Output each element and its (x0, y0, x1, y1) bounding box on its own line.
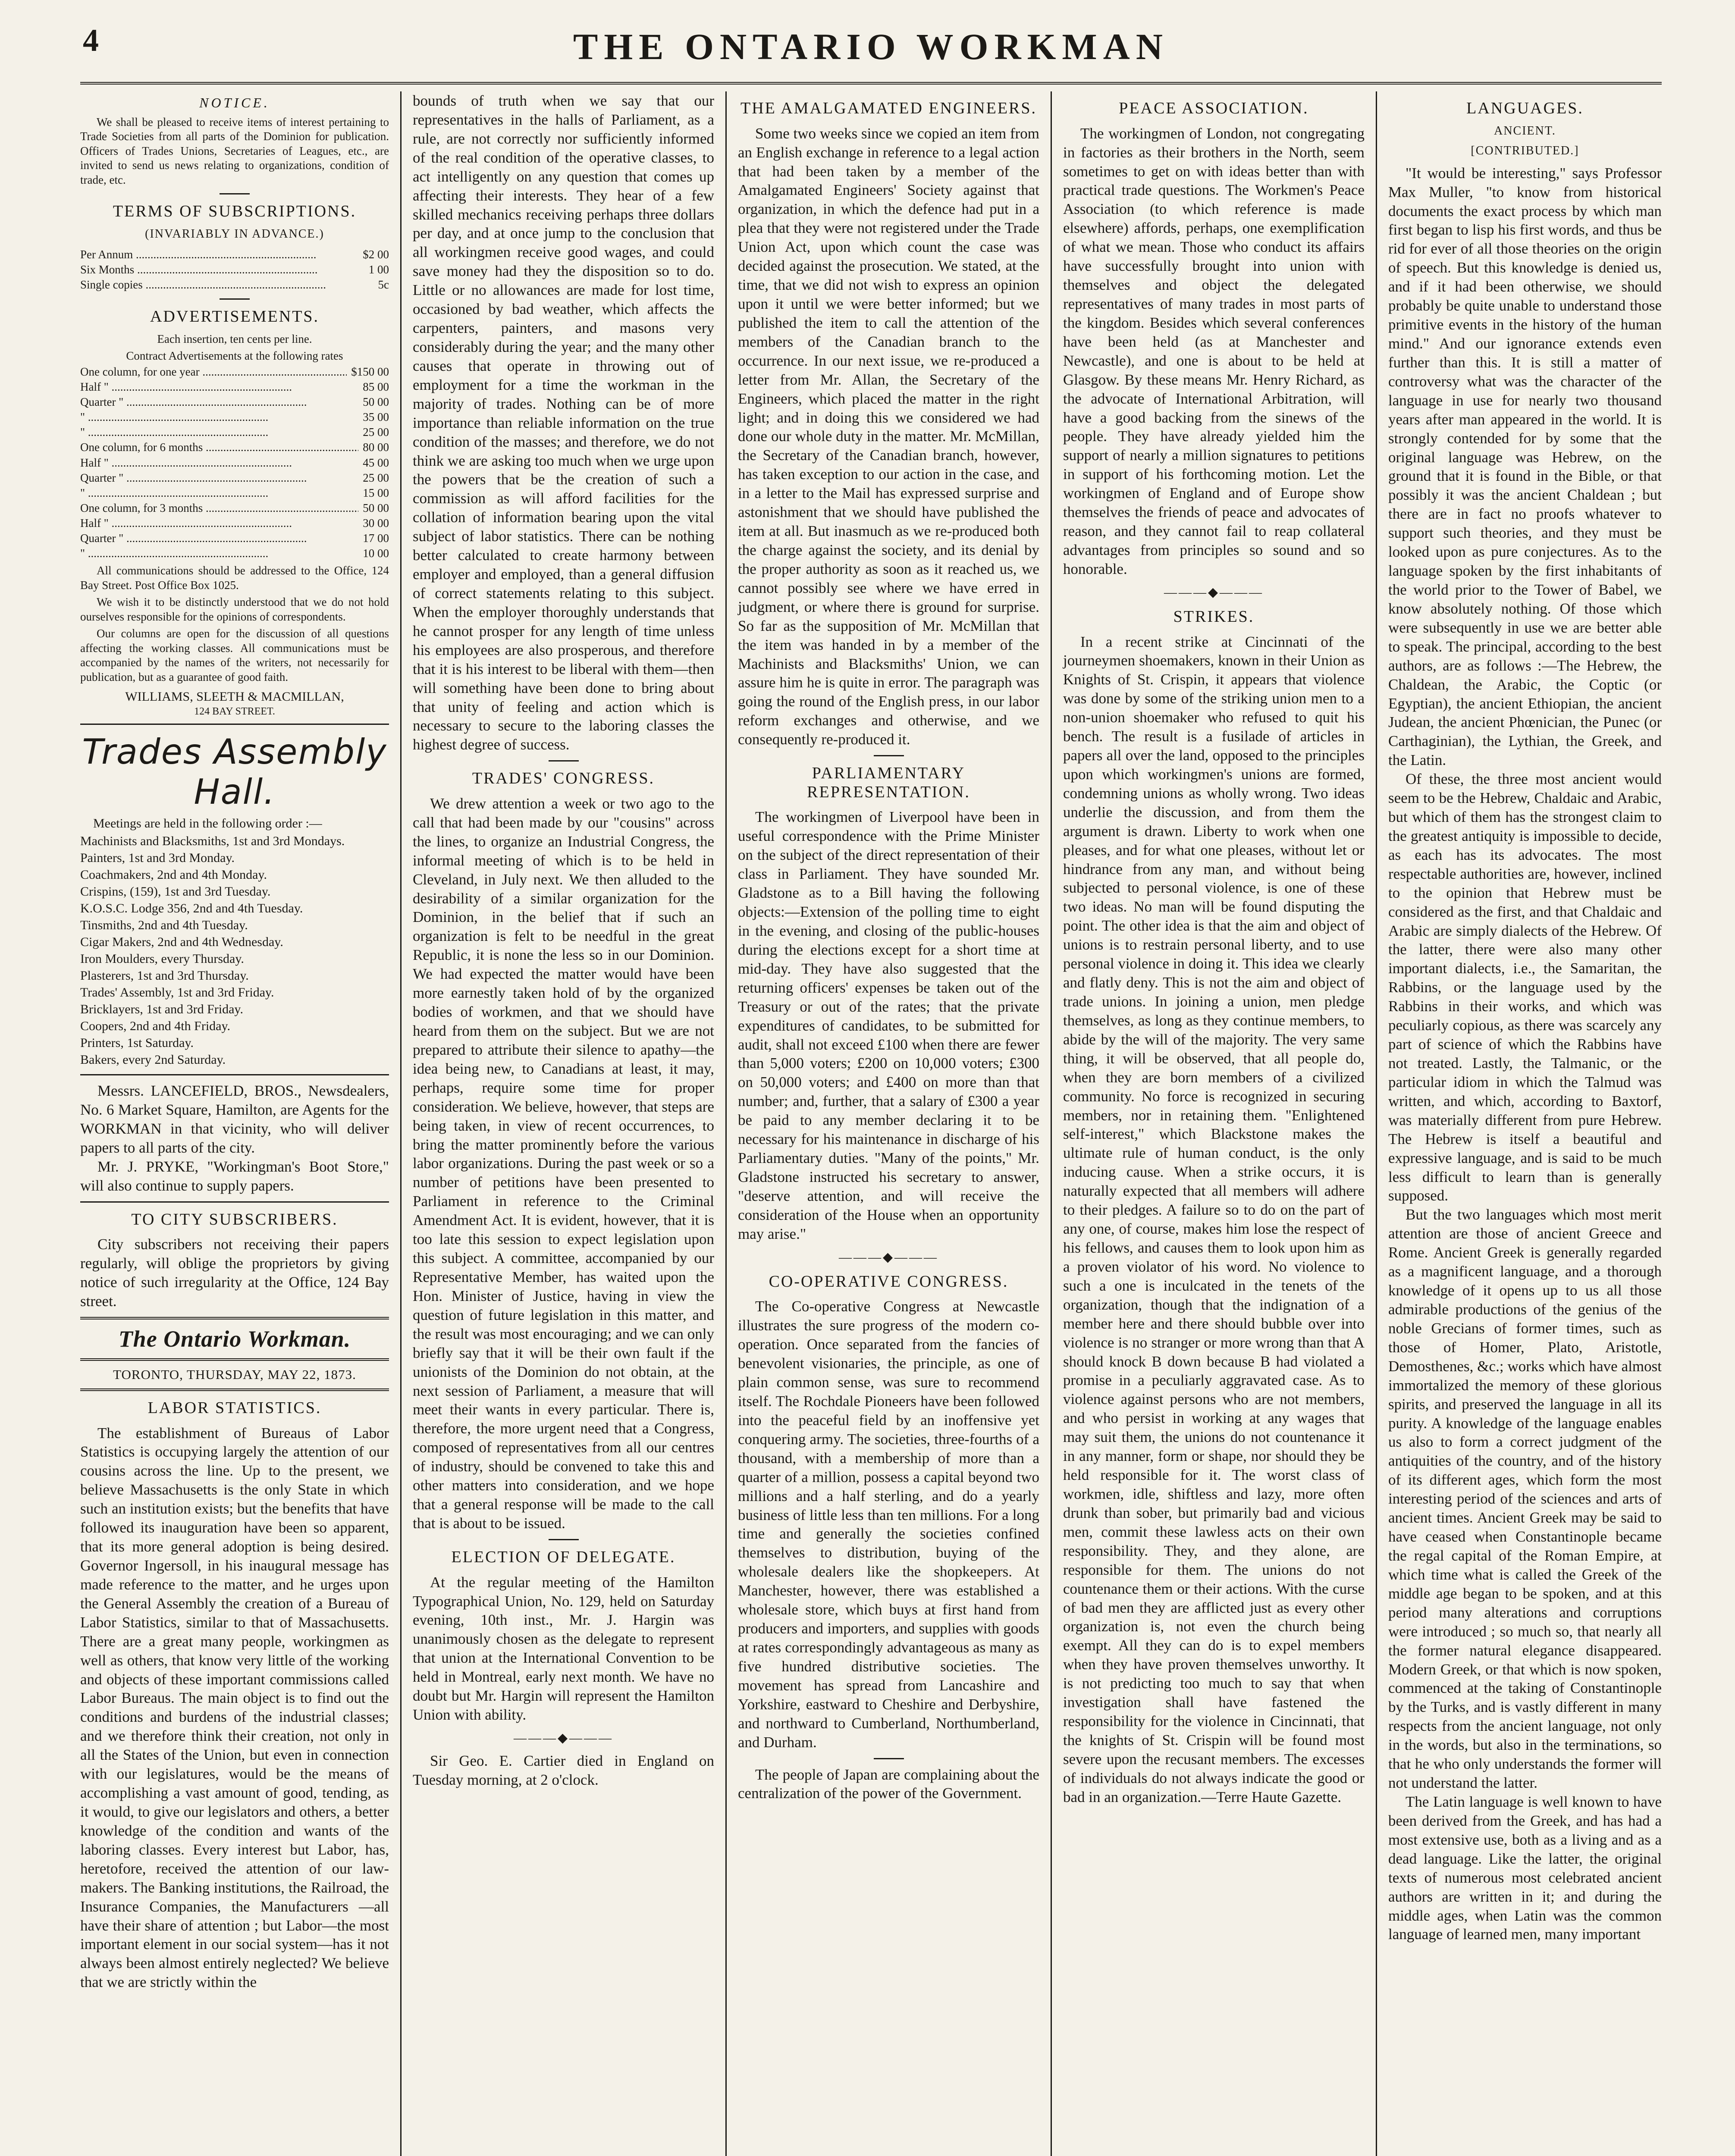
divider (549, 760, 579, 761)
ornament-divider: ———◆——— (1164, 585, 1264, 599)
divider (874, 1758, 904, 1759)
news-item: Sir Geo. E. Cartier died in England on Tuesday morning, at 2 o'clock. (413, 1752, 714, 1788)
list-item: Iron Moulders, every Thursday. (80, 951, 244, 966)
column-3 (725, 91, 1051, 2156)
divider (874, 755, 904, 756)
list-item: Bricklayers, 1st and 3rd Friday. (80, 1002, 243, 1016)
rate-row: One column, for one year ..... $150 00 (80, 364, 389, 379)
list-item: Machinists and Blacksmiths, 1st and 3rd Mondays. (80, 834, 345, 848)
rate-row: One column, for 3 months ..... 50 00 (80, 501, 389, 516)
advertisements-note: Our columns are open for the discussion of all questions affecting the working classes. All communications must be accompanied by the names of the writers, not necessarily for publication, but as a guarantee of good faith. (80, 627, 389, 683)
page-header (80, 17, 1662, 85)
rate-row: " ..... 15 00 (80, 486, 389, 501)
advertisements-note: All communications should be addressed to the Office, 124 Bay Street. Post Office Box 1025. (80, 564, 389, 592)
list-item: Painters, 1st and 3rd Monday. (80, 850, 235, 865)
article-body: The workingmen of London, not congregating in factories as their brothers in the North, seem sometimes to get on with ideas better than with practical trade questions. The Workmen's Peace Association (to which reference is made elsewhere) affords, perhaps, one exemplification of what we mean. Those who conduct its affairs have successfully brought into union with themselves and object the delegated representatives of many trades in most parts of the kingdom. Besides which several conferences have been held (as at Manchester and Newcastle), and one is about to be held at Glasgow. By these means Mr. Henry Richard, as the advocate of International Arbitration, will have a good backing from the sinews of the people. They have already yielded him the support of nearly a million signatures to petitions in support of his forthcoming motion. Let the workingmen of England and of Europe show themselves the friends of peace and advocates of reason, and they cannot fail to reap collateral advantages from principles so sound and so honorable. (1063, 125, 1365, 577)
column-1 (80, 91, 400, 2156)
article-body: The establishment of Bureaus of Labor Statistics is occupying largely the attention of our cousins across the line. Up to the present, we believe Massachusetts is the only State in which such an institution exists; but the benefits that have followed its inauguration have been so apparent, that its more general adoption is being desired. Governor Ingersoll, in his inaugural message has made reference to the matter, and he urges upon the General Assembly the creation of a Bureau of Labor Statistics, similar to that of Massachusetts. There are a great many people, workingmen as well as others, that know very little of the working and objects of these important commissions called Labor Bureaus. The main object is to find out the conditions and burdens of the industrial classes; and we therefore think their creation, not only in all the States of the Union, but even in connection with our legislatures, would be the means of accomplishing a vast amount of good, tending, as it would, to give our legislators and others, a better knowledge of the condition and wants of the laboring classes. Every interest but Labor, has, heretofore, received the attention of our law-makers. The Banking institutions, the Railroad, the Insurance Companies, the Manufacturers —all have their share of attention ; but Labor—the most important element in our social system—has it not always been almost entirely neglected? We believe that we are strictly within the (80, 1424, 389, 1991)
ornament-divider: ———◆——— (838, 1250, 939, 1264)
article-body: But the two languages which most merit attention are those of ancient Greece and Rome. Ancient Greek is generally regarded as a magnificent language, and a thorough knowledge of it opens up to us all those admirable productions of the genius of the noble Grecians of former times, such as those of Homer, Plato, Aristotle, Demosthenes, &c.; works which have almost immortalized the memory of these glorious spirits, and preserved the language in all its purity. A knowledge of the language enables us also to form a correct judgment of the antiquities of the country, and of the history of its different ages, which form the most interesting period of the sciences and arts of ancient times. Ancient Greek may be said to have ceased when Constantinople became the regal capital of the Roman Empire, at which time what is called the Greek of the middle age began to be spoken, and at this period many alterations and corruptions were introduced ; so much so, that nearly all the former natural elegance disappeared. Modern Greek, or that which is now spoken, commenced at the taking of Constantinople by the Turks, and is vastly different in many respects from the ancient language, not only in the words, but also in the terminations, so that he who only understands the former will not understand the latter. (1388, 1206, 1662, 1792)
divider (80, 1317, 389, 1319)
contract-rates-heading: Contract Advertisements at the following rates (126, 349, 343, 362)
article-title: LANGUAGES. (1466, 99, 1584, 117)
list-item: Trades' Assembly, 1st and 3rd Friday. (80, 985, 274, 1000)
rate-row: " ..... 25 00 (80, 425, 389, 440)
article-title: CO-OPERATIVE CONGRESS. (769, 1272, 1009, 1291)
article-title: TRADES' CONGRESS. (472, 769, 655, 788)
divider (220, 298, 250, 300)
columns (80, 91, 1662, 2156)
subscription-rates (80, 247, 389, 292)
list-item: Crispins, (159), 1st and 3rd Tuesday. (80, 884, 271, 899)
article-subtitle: ANCIENT. (1494, 124, 1556, 138)
divider (80, 1388, 389, 1391)
article-title: STRIKES. (1173, 607, 1255, 626)
list-item: Plasterers, 1st and 3rd Thursday. (80, 968, 249, 983)
news-item: The people of Japan are complaining about the centralization of the power of the Government. (738, 1766, 1039, 1802)
list-item: Coachmakers, 2nd and 4th Monday. (80, 867, 267, 882)
rate-row: Six Months ..... 1 00 (80, 262, 389, 277)
rate-row: Quarter " ..... 17 00 (80, 531, 389, 546)
advertisements-intro: Each insertion, ten cents per line. (157, 332, 312, 345)
list-item: Tinsmiths, 2nd and 4th Tuesday. (80, 918, 248, 932)
advertising-rates (80, 364, 389, 561)
divider (549, 1539, 579, 1540)
article-body: Of these, the three most ancient would seem to be the Hebrew, Chaldaic and Arabic, but which of them has the strongest claim to the greatest antiquity is impossible to decide, as each has its advocates. The most respectable authorities are, however, inclined to the opinion that Hebrew must be considered as the first, and that Chaldaic and Arabic are simply dialects of the Hebrew. Of the latter, there were also many other important dialects, i.e., the Samaritan, the Rabbins, or the language used by the Rabbins in their works, and which was peculiarly copious, as there was scarcely any part of science of which the Rabbins have not treated. Lastly, the Talmanic, or the particular idiom in which the Talmud was written, and which, according to Baxtorf, was materially different from pure Hebrew. The Hebrew is itself a beautiful and expressive language, and is said to be much less difficult to learn than is generally supposed. (1388, 771, 1662, 1204)
article-body: "It would be interesting," says Professor Max Muller, "to know from historical documents the exact process by which man first began to lisp his first words, and thus be rid for ever of all those theories on the origin of speech. But this knowledge is denied us, and if it had been otherwise, we should probably be quite unable to understand those primitive events in the history of the human mind." And our ignorance extends even further than this. It is still a matter of controversy what was the character of the language in use for nearly two thousand years after man appeared in the world. It is strongly contended for by some that the original language was Hebrew, on the ground that it is found in the Bible, or that possibly it was the ancient Chaldean ; but there are in fact no proofs whatever to support such theories, and they must be looked upon as pure conjectures. As to the language spoken by the first inhabitants of the world prior to the Tower of Babel, we know absolutely nothing. Of those which were subsequently in use we are better able to speak. The principal, according to the best authors, are as follows :—The Hebrew, the Chaldean, the Arabic, the Coptic (or Egyptian), the ancient Ethiopian, the ancient Judean, the ancient Phœnician, the Punec (or Carthaginian), the Lythian, the Greek, and the Latin. (1388, 164, 1662, 769)
list-item: Cigar Makers, 2nd and 4th Wednesday. (80, 934, 283, 949)
rate-row: Per Annum ..... $2 00 (80, 247, 389, 262)
divider (220, 193, 250, 194)
article-body: We drew attention a week or two ago to the call that had been made by our "cousins" across the lines, to organize an Industrial Congress, the informal meeting of which is to be held in Cleveland, in July next. We then alluded to the desirability of a similar organization for the Dominion, in the belief that if such an organization is felt to be needful in the great Republic, it is none the less so in our Dominion. We had expected the matter would have been more earnestly taken hold of by the organized bodies of workmen, and that we should have heard from them on the subject. But we are not prepared to attribute their silence to apathy—the idea being new, to Canadians at least, it may, perhaps, require some time for proper consideration. We believe, however, that steps are being taken, in view of recent occurrences, to bring the matter prominently before the various labor organizations. During the past week or so a number of petitions have been presented to Parliament in reference to the Criminal Amendment Act. It is evident, however, that it is too late this session to expect legislation upon this subject. A committee, accompanied by our Representative Member, has waited upon the Hon. Minister of Justice, having in view the question of future legislation in this matter, and the result was most encouraging; and we can only briefly say that it will be their own fault if the unionists of the Dominion do not obtain, at the next session of Parliament, a measure that will meet their wants in every particular. There is, therefore, the more urgent need that a Congress, composed of representatives from all our centres of industry, should be convened to take this and other matters into consideration, and we hope that a general response will be made to the call that is about to be issued. (413, 795, 714, 1532)
rate-row: " ..... 35 00 (80, 410, 389, 425)
city-subscribers-title: TO CITY SUBSCRIBERS. (131, 1210, 338, 1228)
article-body: At the regular meeting of the Hamilton Typographical Union, No. 129, held on Saturday evening, 10th inst., Mr. J. Hargin was unanimously chosen as the delegate to represent that union at the International Convention to be held in Montreal, early next month. We have no doubt but Mr. Hargin will represent the Hamilton Union with ability. (413, 1573, 714, 1724)
article-body: The workingmen of Liverpool have been in useful correspondence with the Prime Minister on the subject of the direct representation of their class in Parliament. They have sounded Mr. Gladstone as to a Bill having the following objects:—Extension of the polling time to eight in the evening, and closing of the public-houses during the elections except for a short time at mid-day. They have also suggested that the returning officers' expenses be taken out of the Treasury or out of the rates; that the private expenditures of candidates, to be submitted for audit, shall not exceed £100 when there are fewer than 5,000 voters; £200 on 10,000 voters; £300 on 50,000 voters; and £400 on more than that number; and, further, that a salary of £300 a year be paid to any member declaring it to be necessary for his maintenance in discharge of his Parliamentary duties. "Many of the points," Mr. Gladstone instructed his secretary to answer, "deserve attention, and will receive the consideration of the House when an opportunity may arise." (738, 808, 1039, 1242)
page-number: 4 (83, 23, 99, 58)
rate-row: One column, for 6 months ..... 80 00 (80, 440, 389, 455)
masthead-title: The Ontario Workman. (118, 1326, 351, 1352)
list-item: Coopers, 2nd and 4th Friday. (80, 1018, 231, 1033)
rate-row: Quarter " ..... 25 00 (80, 470, 389, 486)
divider (80, 1358, 389, 1361)
article-title: PARLIAMENTARY REPRESENTATION. (807, 764, 970, 801)
article-title: LABOR STATISTICS. (147, 1398, 322, 1417)
divider (80, 724, 389, 725)
column-5 (1376, 91, 1662, 2156)
dateline: TORONTO, THURSDAY, MAY 22, 1873. (113, 1366, 356, 1382)
subscriptions-title: TERMS OF SUBSCRIPTIONS. (113, 202, 357, 221)
rate-row: Half " ..... 30 00 (80, 516, 389, 531)
divider (80, 1201, 389, 1203)
rate-row: Half " ..... 45 00 (80, 455, 389, 470)
article-body: The Latin language is well known to have been derived from the Greek, and has had a most extensive use, both as a living and as a dead language. Like the latter, the original texts of numerous most celebrated ancient authors are written in it; and during the middle ages, when Latin was the common language of learned men, many important (1388, 1793, 1662, 1943)
list-item: Bakers, every 2nd Saturday. (80, 1052, 226, 1067)
article-body: The Co-operative Congress at Newcastle illustrates the sure progress of the modern co-operation. Once separated from the fancies of benevolent visionaries, the principle, as one of plain common sense, was sure to recommend itself. The Rochdale Pioneers have been followed into the peaceful field by an inoffensive yet conquering army. The societies, three-fourths of a thousand, with a membership of more than a quarter of a million, possess a capital beyond two millions and a half sterling, and do a yearly business of little less than ten millions. For a long time and generally the societies confined themselves to distribution, buying of the wholesale dealers like the shopkeepers. At Manchester, however, there was established a wholesale store, which buys at first hand from producers and importers, and supplies with goods at rates correspondingly advantageous as many as five hundred distributive societies. The movement has spread from Lancashire and Yorkshire, eastward to Cheshire and Derbyshire, and northward to Cumberland, Northumberland, and Durham. (738, 1298, 1039, 1751)
notice-body: We shall be pleased to receive items of interest pertaining to Trade Societies from all parts of the Dominion for publication. Officers of Trades Unions, Secretaries of Leagues, etc., are invited to send us news relating to organizations, condition of trade, etc. (80, 116, 389, 186)
newspaper-title: THE ONTARIO WORKMAN (573, 26, 1169, 67)
column-4 (1051, 91, 1376, 2156)
subscriptions-subtitle: (INVARIABLY IN ADVANCE.) (145, 227, 324, 241)
rate-row: Half " ..... 85 00 (80, 379, 389, 395)
advertisements-note: We wish it to be distinctly understood that we do not hold ourselves responsible for the opinions of correspondents. (80, 595, 389, 623)
rate-row: Quarter " ..... 50 00 (80, 395, 389, 410)
list-item: K.O.S.C. Lodge 356, 2nd and 4th Tuesday. (80, 901, 303, 915)
publisher-name: WILLIAMS, SLEETH & MACMILLAN, (125, 689, 344, 704)
article-title: ELECTION OF DELEGATE. (451, 1548, 676, 1566)
column-2 (400, 91, 725, 2156)
notice-title: NOTICE. (199, 95, 270, 110)
rate-row: Single copies ..... 5c (80, 277, 389, 292)
meeting-list (80, 833, 389, 1068)
article-title: PEACE ASSOCIATION. (1119, 99, 1309, 117)
article-body: Some two weeks since we copied an item from an English exchange in reference to a legal action that had been taken by a member of the Amalgamated Engineers' Society against that organization, in which the defence had put in a plea that they were not registered under the Trade Union Act, upon which count the case was decided against the prosecution. We stated, at the time, that we did not wish to express an opinion upon it until we were better informed; but we published the item to call the attention of the members of the Canadian branch to the occurrence. In our next issue, we re-produced a letter from Mr. Allan, the Secretary of the Engineers, which placed the matter in the right light; and in doing this we considered we had done our whole duty in the matter. Mr. McMillan, the Secretary of the Canadian branch, however, has taken exception to our action in the case, and in a letter to the Mail has expressed surprise and astonishment that we should have published the item at all. But inasmuch as we re-produced both the charge against the society, and its denial by the proper authority as soon as it reached us, we cannot possibly see where we have erred in judgment, or where there is ground for surprise. So far as the supposition of Mr. McMillan that the item was handed in by a member of the Machinists and Blacksmiths' Union, we can assure him he is quite in error. The paragraph was going the round of the English press, in our labor reform exchanges and otherwise, and we consequently re-produced it. (738, 125, 1039, 748)
divider (80, 1074, 389, 1075)
agents-notice: Mr. J. PRYKE, "Workingman's Boot Store," will also continue to supply papers. (80, 1158, 389, 1194)
ornament-divider: ———◆——— (513, 1730, 614, 1745)
publisher-address: 124 BAY STREET. (194, 705, 275, 717)
article-body: In a recent strike at Cincinnati of the journeymen shoemakers, known in their Union as Knights of St. Crispin, it appears that violence was done by some of the striking union men to a non-union shoemaker who refused to quit his bench. The result is a fusilade of articles in papers all over the land, opposed to the principles upon which workingmen's unions are formed, condemning unions as wholly wrong. Two ideas underlie the discussion, and from them the argument is drawn. Liberty to work when one pleases, and for what one pleases, without let or hindrance from any man, and without being subjected to personal violence, is one of these two ideas. No man will be found disputing the point. The other idea is that the aim and object of unions is to restrain personal liberty, and to use personal violence in doing it. This idea we clearly and flatly deny. This is not the aim and object of trade unions. In joining a union, men pledge themselves, as long as they continue members, to abide by the will of the majority. The very same thing, it will be observed, that all people do, when they are born members of a civilized community. No force is recognized in securing members, nor in retaining them. "Enlightened self-interest," which Blackstone makes the ultimate rule of human conduct, is the only inducing cause. When a strike occurs, it is naturally expected that all members will adhere to their pledges. A failure so to do on the part of any one, of course, makes him lose the respect of his fellows, and causes them to look upon him as a proven violator of his word. No violence to such a one is inculcated in the tenets of the organization, though that the indignation of a member here and there should bubble over into violence is no stranger or more wrong than that A should knock B down because B had violated a promise in a peculiarly aggravated case. As to violence against persons who are not members, and who persist in working at any wages that may suit them, the unions do not countenance it in any manner, form or shape, nor should they be held responsible for it. The worst class of workmen, idle, shiftless and lazy, more often drunk than sober, but primarily bad and vicious men, commit these lawless acts on their own responsibility. They, and they alone, are responsible for them. The unions do not countenance them or their actions. With the curse of bad men they are afflicted just as every other organization is, not even the church being exempt. All they can do is to expel members when they have proven themselves unworthy. It is not predicting too much to say that when investigation shall have fastened the responsibility for the violence in Cincinnati, that the knights of St. Crispin will be found most severe upon the recusant members. The excesses of individuals do not always indicate the good or bad in an organization.—Terre Haute Gazette. (1063, 633, 1365, 1805)
article-title: THE AMALGAMATED ENGINEERS. (740, 99, 1037, 117)
rate-row: " ..... 10 00 (80, 546, 389, 561)
contributed-note: [CONTRIBUTED.] (1471, 144, 1579, 157)
agents-notice: Messrs. LANCEFIELD, BROS., Newsdealers, No. 6 Market Square, Hamilton, are Agents for the WORKMAN in that vicinity, who will deliver papers to all parts of the city. (80, 1082, 389, 1156)
trades-hall-title: Trades Assembly Hall. (82, 731, 387, 812)
trades-hall-intro: Meetings are held in the following order :— (93, 816, 322, 830)
article-body: bounds of truth when we say that our representatives in the halls of Parliament, as a rule, are not correctly nor sufficiently informed of the real condition of the operative classes, to act intelligently on any question that comes up affecting their interests. They hear of a few skilled mechanics receiving perhaps three dollars per day, and at once jump to the conclusion that all workingmen receive good wages, and could save money had they the disposition so to do. Little or no allowances are made for lost time, occasioned by bad weather, which affects the carpenters, painters, and masons very considerably during the year; and the many other causes that operate in throwing out of employment for a time the workman in the majority of trades. Nothing can be of more importance than reliable information on the true condition of the masses; and therefore, we do not think we are asking too much when we urge upon the powers that be the creation of such a commission as will afford facilities for the collation of information bearing upon the vital subject of labor statistics. There can be nothing better calculated to create harmony between employer and employed, than a general diffusion of correct statements relating to this subject. When the employer thoroughly understands that he cannot prosper for any length of time unless his employees are also prosperous, and therefore that it is his interest to be liberal with them—then will something have been done to bring about that unity of feeling and action which is necessary to secure to the laboring classes the highest degree of success. (413, 92, 714, 753)
advertisements-title: ADVERTISEMENTS. (150, 307, 320, 326)
list-item: Printers, 1st Saturday. (80, 1035, 194, 1050)
city-subscribers-body: City subscribers not receiving their papers regularly, will oblige the proprietors by giving notice of such irregularity at the Office, 124 Bay street. (80, 1236, 389, 1310)
